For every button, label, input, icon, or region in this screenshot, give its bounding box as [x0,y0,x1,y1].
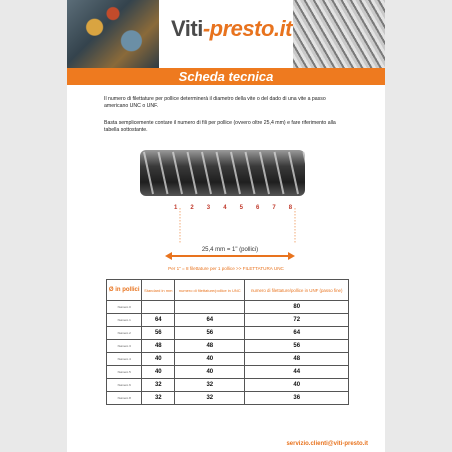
unc-cell [175,301,245,314]
col-standard-header: Standard in mm [142,280,175,301]
unf-cell: 36 [245,392,349,405]
unf-cell: 44 [245,366,349,379]
standard-cell: 48 [142,340,175,353]
standard-cell [142,301,175,314]
row-label: Numero 2 [107,327,142,340]
standard-cell: 32 [142,379,175,392]
tools-photo [67,0,159,68]
unc-cell: 32 [175,379,245,392]
unf-cell: 40 [245,379,349,392]
instruction-paragraph: Basta semplicemente contare il numero di fili per pollice (ovvero oltre 25,4 mm) e fare riferimento alla tabella sottostante. [104,120,336,133]
row-label: Numero 4 [107,353,142,366]
thread-number: 5 [239,205,243,211]
thread-number: 4 [223,205,227,211]
standard-cell: 64 [142,314,175,327]
table-row [107,353,349,366]
row-label: Numero 0 [107,301,142,314]
unf-cell: 72 [245,314,349,327]
table-row [107,340,349,353]
thread-number: 2 [190,205,194,211]
unf-cell: 48 [245,353,349,366]
standard-cell: 40 [142,353,175,366]
table-row [107,366,349,379]
unf-cell: 64 [245,327,349,340]
title-bar [67,68,385,85]
unc-cell: 56 [175,327,245,340]
unc-cell: 32 [175,392,245,405]
row-label: Numero 1 [107,314,142,327]
table-header-row [107,280,349,301]
standard-cell: 56 [142,327,175,340]
unf-cell: 80 [245,301,349,314]
unc-cell: 64 [175,314,245,327]
thread-number: 6 [256,205,260,211]
contact-email: servizio.clienti@viti-presto.it [286,441,368,447]
table-row [107,327,349,340]
thread-number: 7 [272,205,276,211]
row-label: Numero 6 [107,379,142,392]
brand-accent: -presto.it [202,16,292,41]
screws-photo [293,0,385,68]
col-diameter-header: Ø in pollici [107,280,142,301]
standard-cell: 32 [142,392,175,405]
measure-label: 25,4 mm = 1" (pollici) [201,247,259,253]
thread-number: 8 [288,205,293,211]
header-banner [67,0,385,68]
thread-number: 3 [206,205,211,211]
unf-cell: 56 [245,340,349,353]
unc-cell: 40 [175,353,245,366]
screw-thread-image [140,146,305,200]
row-label: Numero 8 [107,392,142,405]
col-unc-header: numero di filettature/pollice in UNC [175,280,245,301]
measure-indicator [165,239,295,259]
table-row [107,314,349,327]
brand-logo [171,16,292,42]
table-row [107,301,349,314]
thread-number: 1 [174,205,178,211]
standard-cell: 40 [142,366,175,379]
brand-name: Viti [171,16,203,41]
thread-table [106,279,349,405]
row-label: Numero 3 [107,340,142,353]
unc-cell: 40 [175,366,245,379]
unc-rule-note: Per 1" = 8 filettature per 1 pollice >> FILETTATURA UNC [168,266,284,271]
table-row [107,392,349,405]
technical-sheet [67,0,385,452]
table-row [107,379,349,392]
row-label: Numero 5 [107,366,142,379]
unc-cell: 48 [175,340,245,353]
intro-paragraph: Il numero di filettature per pollice determinerà il diametro della vite o del dado di una vite a passo americano UNC o UNF. [104,96,326,109]
col-unf-header: numero di filettature/pollice in UNF (passo fine) [245,280,349,301]
page-title: Scheda tecnica [178,69,274,84]
